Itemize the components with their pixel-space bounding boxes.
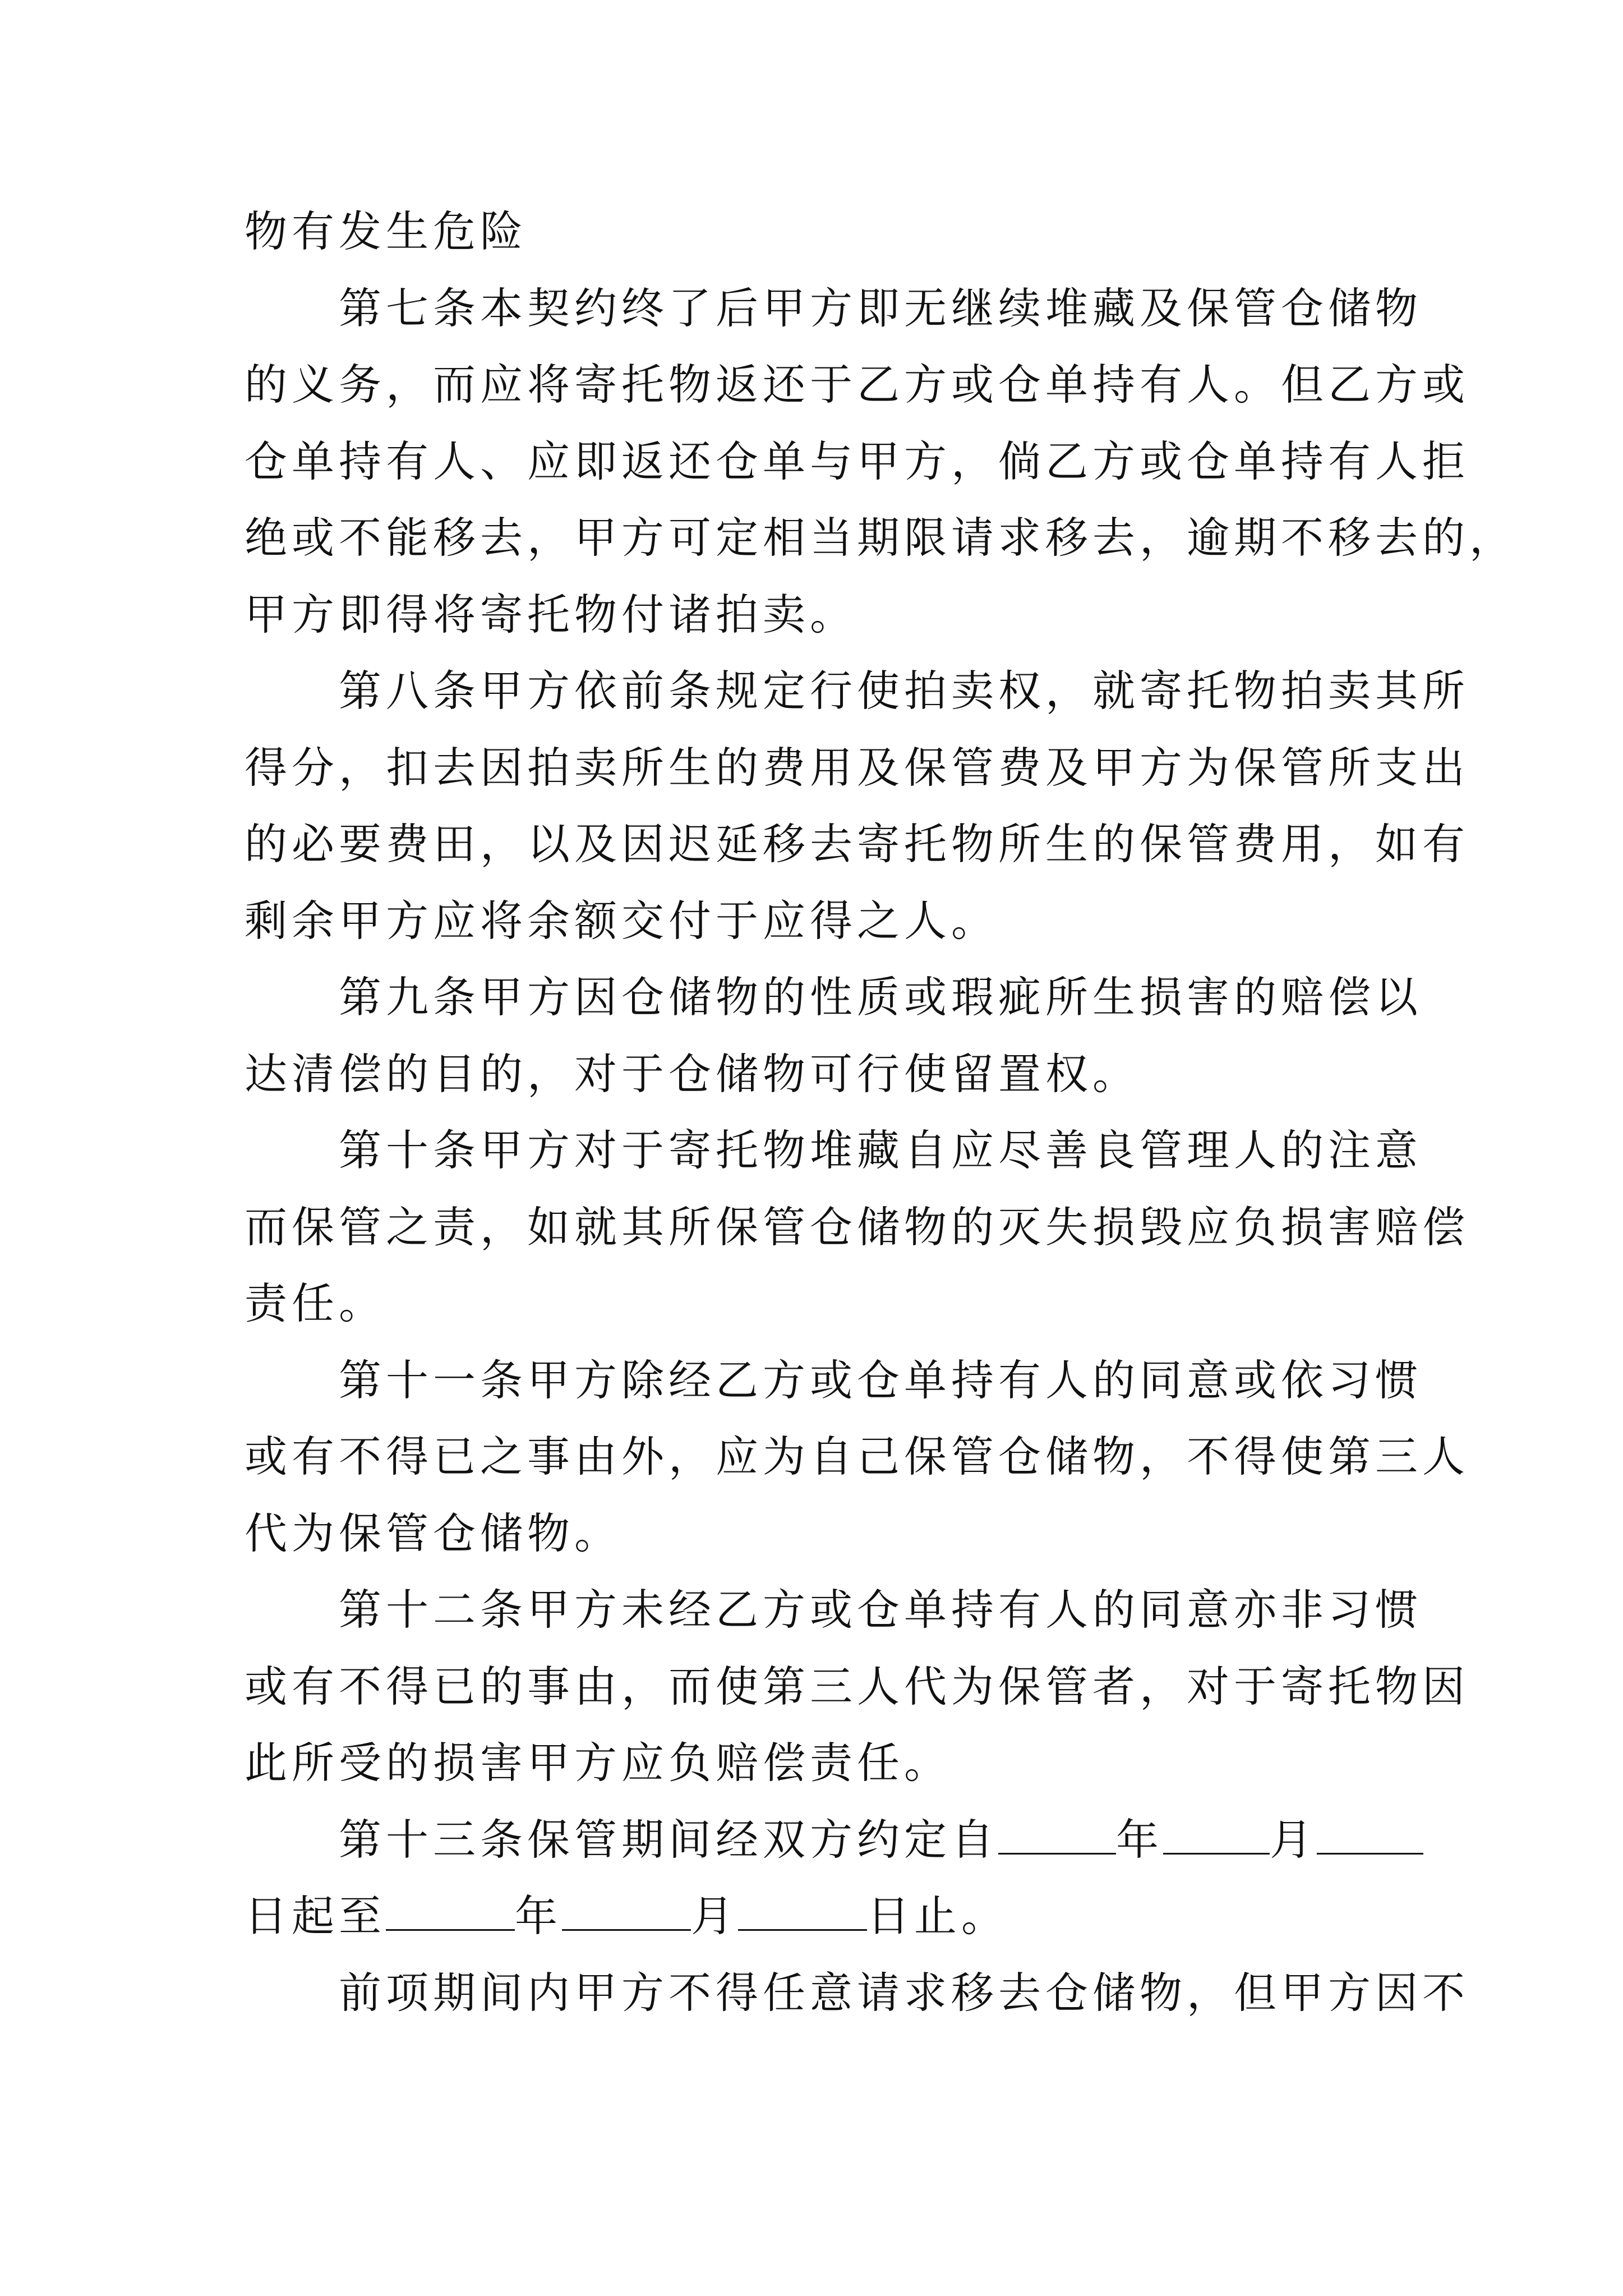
clause-13: [245, 1802, 1383, 1955]
text-line: 前项期间内甲方不得任意请求移去仓储物，但甲方因不: [339, 1967, 1469, 2018]
clause-9: [245, 959, 1422, 1112]
text-line: 第十条甲方对于寄托物堆藏自应尽善良管理人的注意: [339, 1125, 1422, 1175]
document-body: [245, 194, 1516, 2031]
clause-7: [245, 270, 1516, 654]
text-line: 或有不得已的事由，而使第三人代为保管者，对于寄托物因: [245, 1661, 1469, 1711]
text-line: 第八条甲方依前条规定行使拍卖权，就寄托物拍卖其所: [339, 666, 1469, 716]
blank-month-start[interactable]: [1163, 1819, 1270, 1855]
text-line: 仓单持有人、应即返还仓单与甲方，倘乙方或仓单持有人拒: [245, 436, 1469, 486]
text-line: 代为保管仓储物。: [245, 1508, 621, 1558]
text-line: 达清偿的目的，对于仓储物可行使留置权。: [245, 1048, 1140, 1099]
text-line: 第十二条甲方未经乙方或仓单持有人的同意亦非习惯: [339, 1585, 1422, 1635]
blank-year-end[interactable]: [386, 1895, 515, 1931]
text-line: 的必要费田，以及因迟延移去寄托物所生的保管费用，如有: [245, 819, 1469, 869]
text-line: [245, 1878, 1383, 1955]
text-line: 第九条甲方因仓储物的性质或瑕疵所生损害的赔偿以: [339, 972, 1422, 1022]
day-end-label: 日止。: [867, 1891, 1008, 1941]
year-label: 年: [515, 1891, 562, 1941]
text-line: 责任。: [245, 1278, 386, 1328]
text-line: 或有不得已之事由外，应为自己保管仓储物，不得使第三人: [245, 1432, 1469, 1481]
blank-day-end[interactable]: [738, 1895, 867, 1931]
text-line: 物有发生危险: [245, 206, 527, 256]
month-label: 月: [691, 1891, 738, 1941]
text-line: 剩余甲方应将余额交付于应得之人。: [245, 895, 998, 946]
clause-11: [245, 1342, 1469, 1572]
clause-12: [245, 1572, 1469, 1802]
blank-year-start[interactable]: [998, 1819, 1116, 1855]
blank-month-end[interactable]: [562, 1895, 691, 1931]
text-line: 此所受的损害甲方应负赔偿责任。: [245, 1738, 951, 1788]
clause-13-prefix: 第十三条保管期间经双方约定自: [339, 1814, 998, 1865]
text-line: 绝或不能移去，甲方可定相当期限请求移去，逾期不移去的，: [245, 513, 1516, 563]
day-from-label: 日起至: [245, 1891, 386, 1941]
text-line: 得分，扣去因拍卖所生的费用及保管费及甲方为保管所支出: [245, 742, 1469, 793]
text-line: 第七条本契约终了后甲方即无继续堆藏及保管仓储物: [339, 283, 1422, 333]
text-line: 第十一条甲方除经乙方或仓单持有人的同意或依习惯: [339, 1355, 1422, 1405]
text-line: 而保管之责，如就其所保管仓储物的灭失损毁应负损害赔偿: [245, 1202, 1469, 1252]
month-label: 月: [1270, 1814, 1317, 1865]
blank-day-start[interactable]: [1317, 1819, 1423, 1855]
year-label: 年: [1116, 1814, 1163, 1865]
text-line: 甲方即得将寄托物付诸拍卖。: [245, 589, 857, 639]
text-line: 的义务，而应将寄托物返还于乙方或仓单持有人。但乙方或: [245, 360, 1469, 409]
clause-10: [245, 1112, 1469, 1342]
paragraph-next: [245, 1955, 1469, 2032]
text-line: [245, 1802, 1383, 1879]
clause-8: [245, 653, 1469, 959]
paragraph-continuation: [245, 194, 1383, 270]
